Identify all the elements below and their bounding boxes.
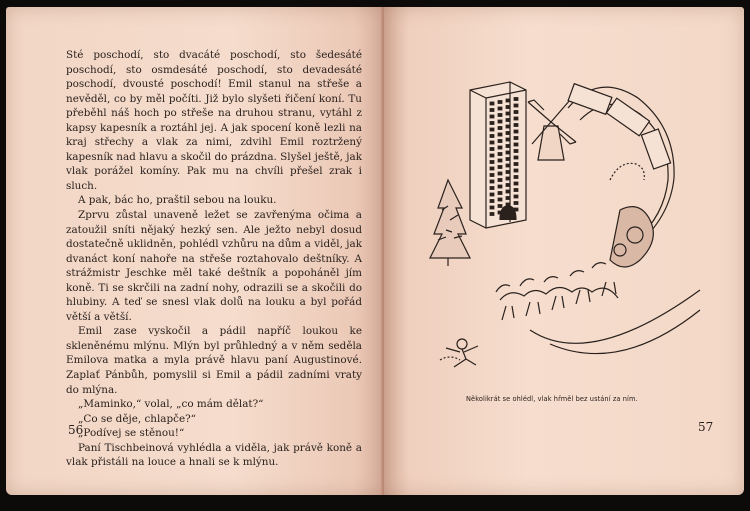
paragraph: Emil zase vyskočil a pádil napříč loukou ke skleněnému mlýnu. Mlýn byl průhledný a v něm seděla Emilova matka a myla právě hlavu paní Augustinové. Zaplať Pánbůh, pomyslil si Emil a pádil zadními vraty do mlýna. xyxy=(66,325,362,396)
illustration-caption: Několikrát se ohlédl, vlak hřměl bez ustání za ním. xyxy=(466,395,638,403)
dialogue-line: „Maminko,“ volal, „co mám dělat?“ xyxy=(78,398,264,411)
paragraph: Paní Tischbeinová vyhlédla a viděla, jak právě koně a vlak přistáli na louce a hnali se k mlýnu. xyxy=(66,441,362,469)
paragraph: Sté poschodí, sto dvacáté poschodí, sto šedesáté poschodí, sto osmdesáté poschodí, sto devadesáté poschodí, dvousté poschodí! Emil stanul na střeše a nevěděl, co by měl počíti. Již bylo slyšeti řičení koní. Tu přeběhl náš hoch po střeše na druhou stranu, vytáhl z kapsy kapesník a roztáhl jej. A jak spocení koně lezli na kraj střechy a vlak za nimi, zdvihl Emil roztržený kapesník nad hlavu a skočil do prázdna. Slyšel ještě, jak vlak porážel komíny. Pak mu na chvíli přešel zrak i sluch. xyxy=(66,49,362,192)
pine-tree-drawing xyxy=(430,180,470,266)
dialogue-line: „Co se děje, chlapče?“ xyxy=(78,412,196,425)
train-chase-illustration xyxy=(420,60,710,390)
page-number-left: 56 xyxy=(68,423,84,437)
paragraph: A pak, bác ho, praštil sebou na louku. xyxy=(78,194,277,207)
windmill-drawing xyxy=(528,100,576,160)
page-number-right: 57 xyxy=(698,420,714,434)
horses-drawing xyxy=(496,263,700,354)
left-page-text xyxy=(66,48,362,470)
train-drawing xyxy=(568,84,674,267)
dialogue-line: „Podívej se stěnou!“ xyxy=(78,427,185,440)
running-boy-drawing xyxy=(440,339,478,367)
paragraph: Zprvu zůstal unaveně ležet se zavřenýma očima a zatoužil sníti nějaký hezký sen. Ale ježto nebyl dosud dostatečně uklidněn, pohlédl vzhůru na dům a viděl, jak dvanáct koní nahoře na střeše roztahovalo deštníky. A strážmistr Jeschke měl také deštník a popoháněl jím koně. Ti se skrčili na zadní nohy, odrazili se a skočili do hlubiny. A teď se snesl vlak dolů na louku a byl pořád větší a větší. xyxy=(66,209,362,323)
